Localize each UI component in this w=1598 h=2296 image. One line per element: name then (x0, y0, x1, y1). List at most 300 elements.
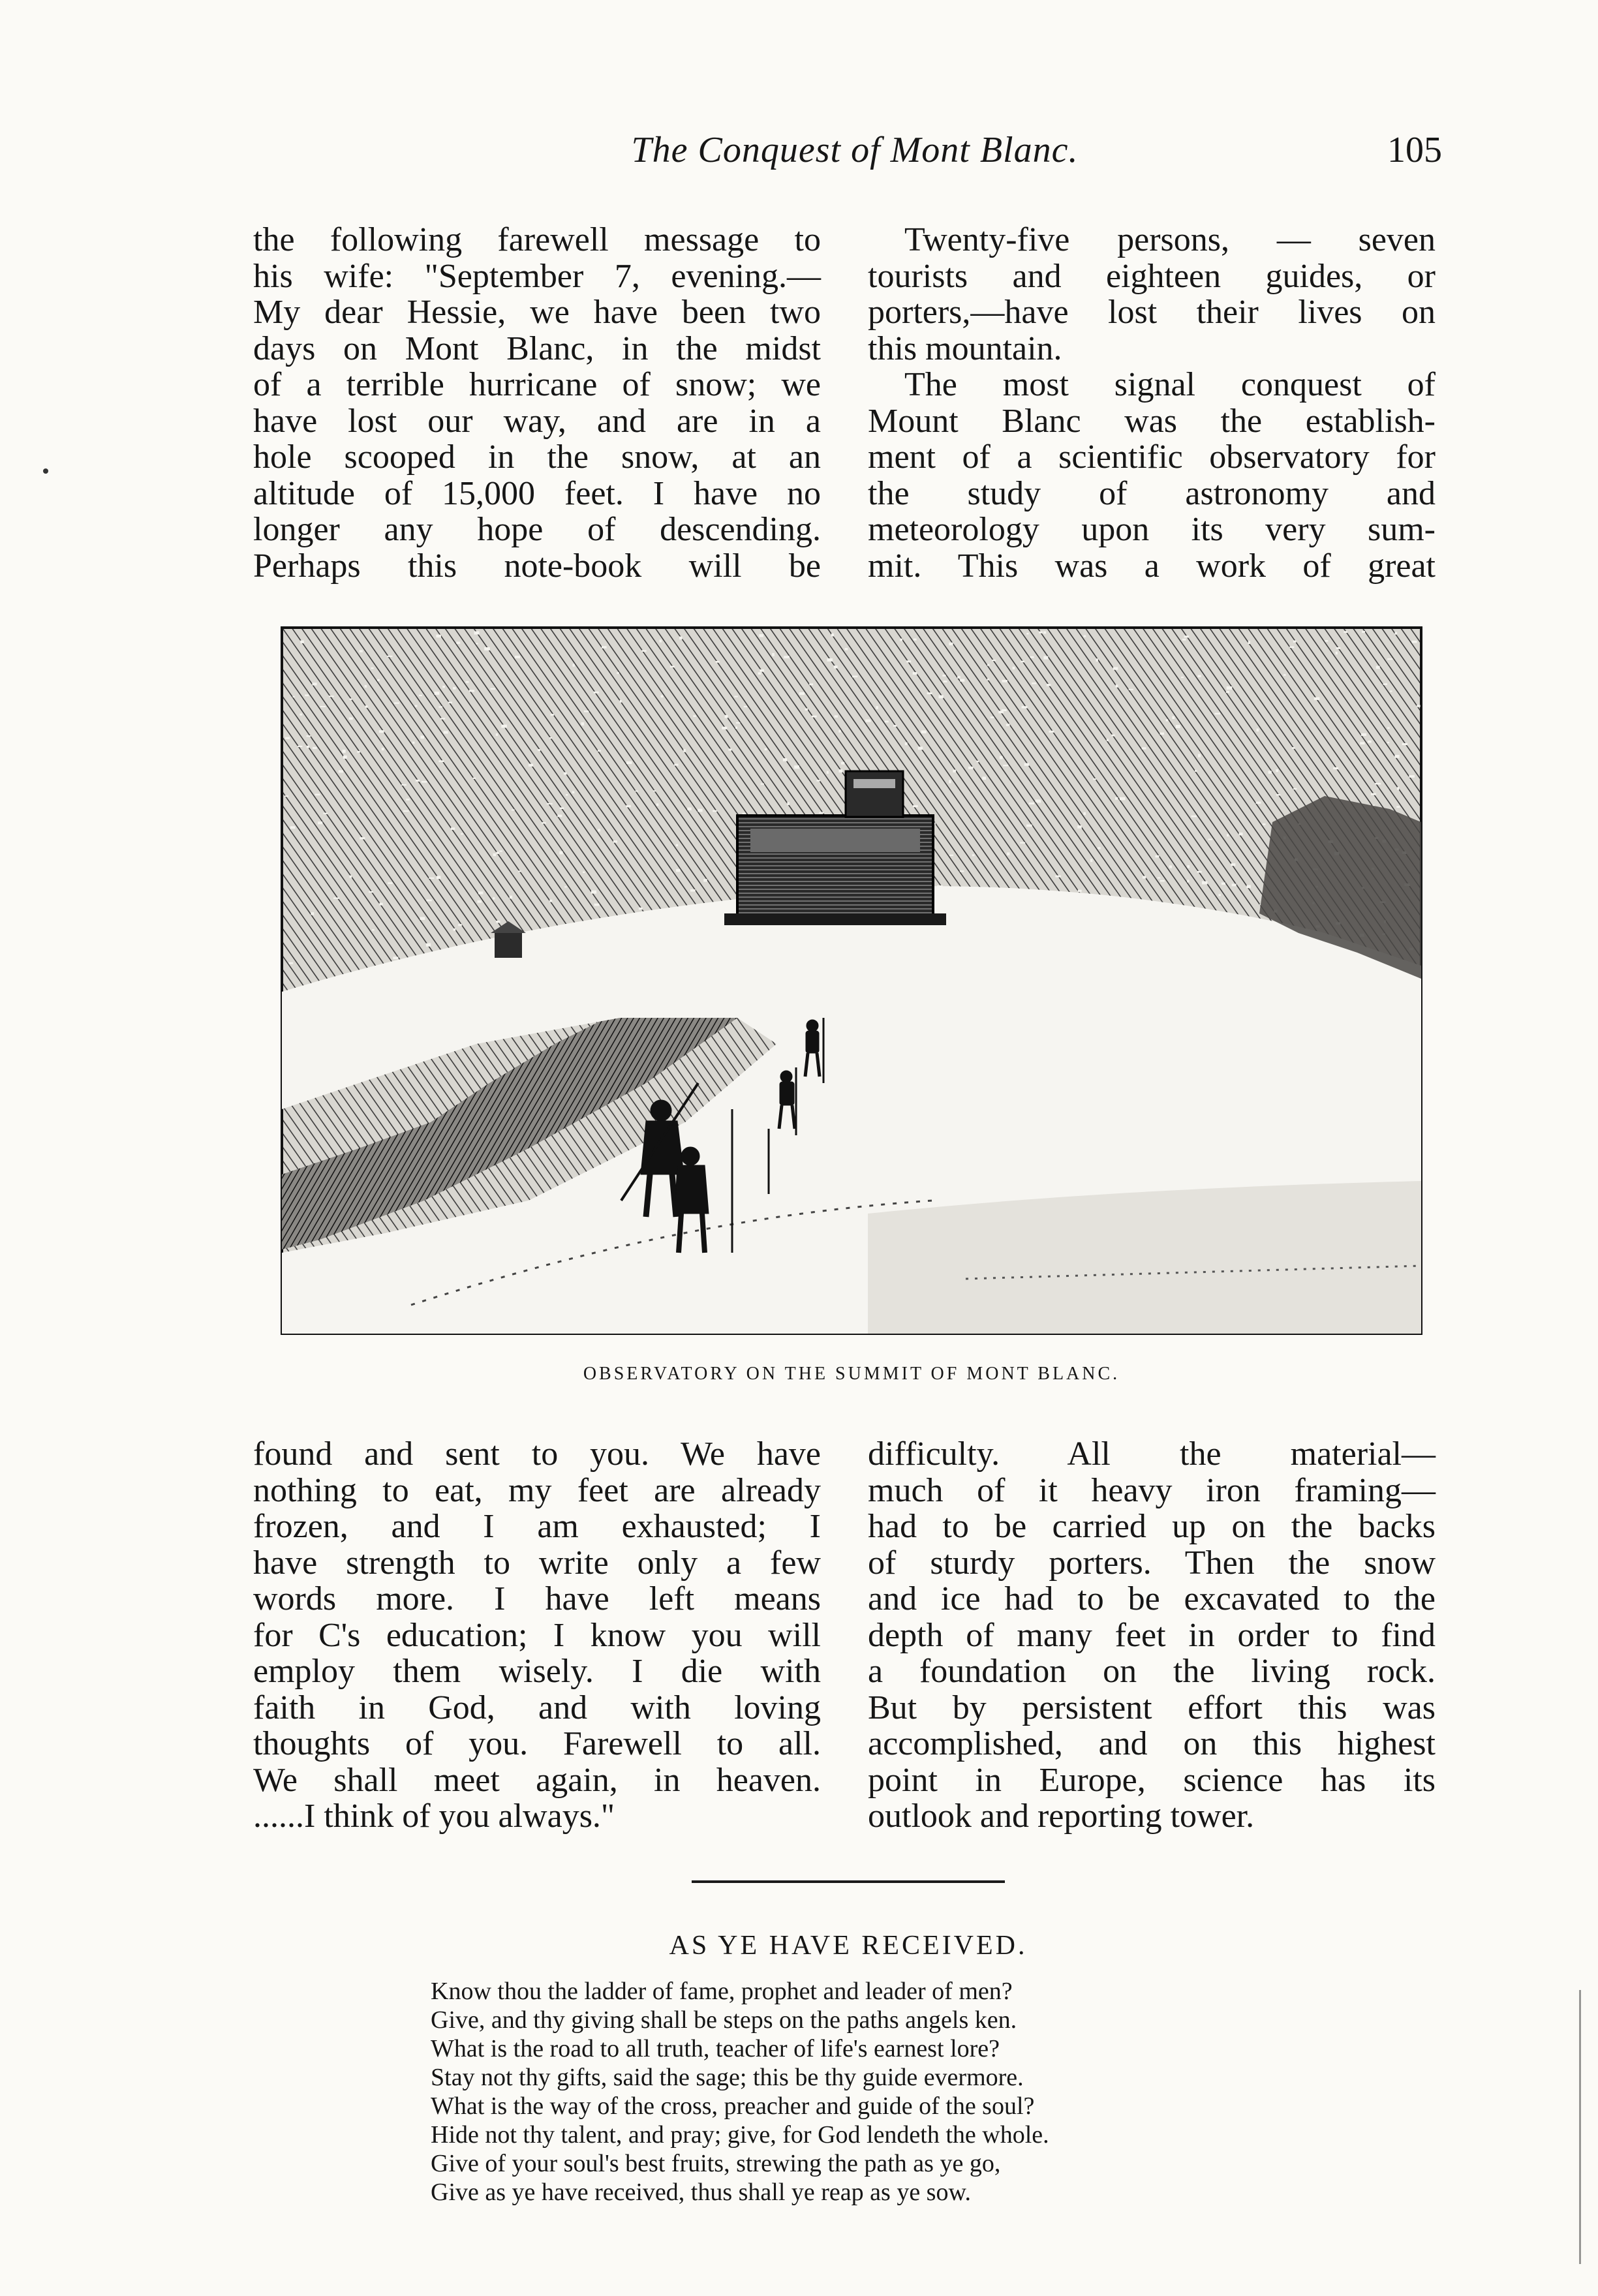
snow-fleck (972, 854, 975, 856)
snow-fleck (1387, 727, 1390, 729)
snow-fleck (1142, 747, 1146, 749)
snow-fleck (538, 749, 540, 751)
snow-fleck (598, 750, 601, 752)
snow-fleck (420, 917, 425, 920)
snow-fleck (343, 750, 346, 753)
snow-fleck (918, 746, 923, 750)
snow-fleck (865, 720, 870, 722)
snow-fleck (1026, 633, 1028, 635)
text-line: frozen, and I am exhausted; I (253, 1508, 821, 1545)
text-line: nothing to eat, my feet are already (253, 1471, 821, 1509)
snow-fleck (436, 635, 441, 638)
snow-fleck (613, 840, 617, 843)
snow-fleck (827, 658, 833, 662)
snow-fleck (581, 722, 585, 726)
snow-fleck (349, 718, 353, 720)
snow-fleck (469, 690, 474, 692)
snow-fleck (559, 851, 562, 855)
snow-fleck (838, 730, 840, 733)
snow-fleck (1276, 769, 1278, 772)
snow-fleck (594, 692, 599, 694)
snow-fleck (551, 714, 554, 716)
snow-fleck (1160, 880, 1165, 881)
snow-fleck (991, 716, 994, 718)
snow-fleck (1360, 742, 1364, 744)
column-top-left (253, 222, 821, 584)
snow-fleck (1325, 640, 1328, 642)
snow-fleck (339, 770, 343, 773)
snow-fleck (1226, 691, 1229, 693)
snow-fleck (1120, 797, 1126, 801)
poem-line: Give, and thy giving shall be steps on the paths angels ken. (431, 2006, 1017, 2034)
text-line: ment of a scientific observatory for (868, 438, 1436, 476)
snow-fleck (1256, 802, 1261, 804)
snow-fleck (298, 746, 302, 747)
section-divider (692, 1880, 1005, 1883)
snow-fleck (876, 706, 878, 709)
snow-fleck (1006, 724, 1010, 726)
snow-fleck (1375, 783, 1381, 785)
snow-fleck (1231, 863, 1236, 866)
snow-fleck (1182, 639, 1186, 641)
text-line: have strength to write only a few (253, 1544, 821, 1582)
text-line: the study of astronomy and (868, 474, 1436, 512)
snow-fleck (703, 879, 707, 881)
text-line: Twenty-five persons, — seven (904, 221, 1436, 258)
snow-fleck (333, 898, 339, 899)
snow-fleck (401, 784, 407, 786)
snow-fleck (313, 747, 317, 749)
snow-fleck (564, 886, 567, 887)
column-bottom-right (868, 1436, 1436, 1835)
snow-fleck (812, 716, 817, 718)
snow-fleck (809, 683, 813, 685)
snow-fleck (760, 669, 764, 672)
text-line: for C's education; I know you will (253, 1616, 821, 1654)
snow-fleck (921, 731, 927, 733)
snow-fleck (1202, 881, 1208, 885)
snow-fleck (1387, 658, 1392, 660)
snow-fleck (914, 639, 917, 641)
snow-fleck (1248, 641, 1250, 644)
snow-fleck (799, 692, 805, 695)
text-line: My dear Hessie, we have been two (253, 294, 821, 331)
snow-fleck (549, 900, 552, 902)
column-bottom-left (253, 1436, 821, 1835)
snow-fleck (1214, 713, 1220, 715)
snow-fleck (501, 725, 507, 728)
snow-fleck (1283, 674, 1286, 676)
text-line: hole scooped in the snow, at an (253, 438, 821, 476)
snow-fleck (728, 748, 731, 750)
snow-fleck (453, 687, 456, 690)
snow-fleck (953, 770, 956, 773)
poem-line: Stay not thy gifts, said the sage; this be thy guide evermore. (431, 2064, 1024, 2091)
snow-fleck (290, 826, 296, 829)
snow-fleck (1002, 709, 1007, 711)
snow-fleck (478, 891, 484, 894)
text-line: his wife: "September 7, evening.— (253, 257, 821, 295)
snow-fleck (448, 702, 452, 703)
snow-fleck (584, 711, 589, 712)
snow-fleck (617, 672, 619, 674)
snow-fleck (982, 776, 986, 780)
page-number: 105 (1387, 130, 1442, 170)
snow-fleck (772, 653, 775, 656)
snow-fleck (1246, 885, 1250, 889)
snow-fleck (1113, 667, 1118, 669)
snow-fleck (683, 749, 686, 752)
snow-fleck (1239, 833, 1243, 835)
snow-fleck (315, 794, 320, 796)
snow-fleck (783, 758, 787, 761)
snow-fleck (939, 696, 944, 699)
snow-fleck (1293, 641, 1297, 643)
snow-fleck (1160, 733, 1165, 735)
snow-fleck (307, 746, 309, 748)
snow-fleck (1026, 825, 1032, 827)
snow-fleck (478, 900, 482, 903)
snow-fleck (885, 721, 889, 723)
snow-fleck (377, 679, 380, 681)
snow-fleck (1390, 690, 1392, 692)
snow-fleck (394, 702, 399, 703)
text-line: of sturdy porters. Then the snow (868, 1544, 1436, 1582)
snow-fleck (598, 829, 600, 831)
snow-fleck (1227, 834, 1229, 836)
poem-line: Hide not thy talent, and pray; give, for God lendeth the whole. (431, 2121, 1049, 2149)
snow-fleck (473, 778, 476, 779)
snow-fleck (484, 647, 490, 651)
snow-fleck (949, 855, 953, 856)
snow-fleck (1257, 729, 1259, 732)
snow-fleck (549, 737, 552, 739)
snow-fleck (437, 876, 441, 879)
snow-fleck (474, 632, 480, 635)
snow-fleck (350, 876, 352, 878)
snow-fleck (1000, 756, 1003, 759)
text-line: ......I think of you always." (253, 1798, 615, 1835)
text-line: and ice had to be excavated to the (868, 1580, 1436, 1617)
snow-fleck (1371, 793, 1376, 795)
snow-fleck (420, 736, 424, 739)
poem-line: Give as ye have received, thus shall ye reap as ye sow. (431, 2179, 971, 2206)
observatory-illustration (281, 626, 1422, 1335)
snow-fleck (1169, 865, 1172, 868)
snow-fleck (698, 809, 702, 812)
text-line: thoughts of you. Farewell to all. (253, 1725, 821, 1762)
snow-fleck (1276, 794, 1281, 795)
snow-fleck (893, 725, 897, 727)
snow-fleck (1396, 806, 1400, 808)
snow-fleck (360, 837, 365, 839)
snow-fleck (960, 870, 964, 872)
snow-fleck (716, 661, 720, 663)
snow-fleck (529, 764, 533, 767)
snow-fleck (426, 943, 431, 947)
snow-fleck (583, 872, 585, 873)
snow-fleck (426, 900, 431, 902)
text-line: had to be carried up on the backs (868, 1508, 1436, 1545)
snow-fleck (512, 809, 515, 810)
snow-fleck (1293, 788, 1297, 789)
snow-fleck (305, 694, 309, 696)
snow-fleck (365, 685, 367, 688)
snow-fleck (1022, 706, 1028, 708)
snow-fleck (927, 692, 932, 694)
snow-fleck (403, 810, 409, 812)
snow-fleck (735, 727, 737, 729)
text-line: found and sent to you. We have (253, 1435, 821, 1473)
snow-fleck (382, 748, 384, 750)
snow-fleck (744, 706, 747, 707)
snow-fleck (620, 700, 622, 703)
snow-fleck (661, 696, 664, 698)
text-line: of a terrible hurricane of snow; we (253, 366, 821, 403)
snow-fleck (1361, 733, 1366, 736)
snow-fleck (913, 672, 917, 675)
snow-fleck (670, 666, 675, 668)
snow-fleck (493, 897, 495, 899)
text-line: days on Mont Blanc, in the midst (253, 329, 821, 367)
snow-fleck (687, 808, 691, 810)
snow-fleck (834, 666, 838, 668)
snow-fleck (794, 765, 799, 769)
snow-fleck (461, 833, 463, 834)
snow-fleck (1013, 667, 1015, 669)
snow-fleck (1397, 787, 1399, 790)
snow-fleck (787, 802, 790, 805)
snow-fleck (1020, 842, 1025, 844)
poem (431, 1977, 1285, 2207)
snow-fleck (1268, 771, 1272, 773)
snow-fleck (968, 767, 974, 769)
snow-fleck (1032, 682, 1036, 684)
snow-fleck (977, 761, 979, 762)
snow-fleck (1417, 705, 1420, 707)
snow-fleck (406, 799, 410, 801)
text-line: employ them wisely. I die with (253, 1653, 821, 1690)
snow-fleck (1191, 816, 1197, 818)
snow-fleck (1198, 754, 1201, 758)
snow-fleck (1107, 739, 1109, 741)
snow-fleck (1394, 755, 1399, 758)
snow-fleck (1129, 689, 1133, 690)
snow-fleck (1376, 666, 1380, 669)
snow-fleck (1187, 865, 1190, 868)
snow-fleck (1344, 631, 1347, 633)
snow-fleck (466, 681, 469, 683)
snow-fleck (1402, 743, 1408, 745)
text-line: tourists and eighteen guides, or (868, 257, 1436, 295)
snow-fleck (636, 791, 638, 792)
snow-fleck (1115, 797, 1118, 800)
snow-fleck (1176, 725, 1180, 728)
snow-fleck (284, 795, 288, 797)
snow-fleck (1049, 731, 1054, 733)
text-line: outlook and reporting tower. (868, 1798, 1255, 1835)
snow-fleck (490, 688, 495, 690)
snow-fleck (379, 730, 384, 733)
snow-fleck (676, 869, 680, 872)
snow-fleck (759, 634, 763, 637)
snow-fleck (547, 803, 553, 804)
snow-fleck (1090, 859, 1092, 862)
snow-fleck (1047, 684, 1051, 686)
text-line: depth of many feet in order to find (868, 1616, 1436, 1654)
text-line: much of it heavy iron framing— (868, 1471, 1436, 1509)
snow-fleck (1412, 641, 1417, 643)
snow-fleck (1314, 697, 1320, 700)
snow-fleck (906, 660, 911, 662)
snow-fleck (845, 648, 848, 651)
snow-fleck (1222, 883, 1225, 885)
snow-fleck (1195, 770, 1197, 772)
snow-fleck (1084, 635, 1086, 637)
snow-fleck (1083, 812, 1086, 815)
text-line: Mount Blanc was the establish- (868, 402, 1436, 440)
snow-fleck (1093, 778, 1096, 780)
illustration-caption: OBSERVATORY ON THE SUMMIT OF MONT BLANC. (583, 1364, 1120, 1384)
snow-fleck (510, 896, 512, 899)
snow-fleck (674, 764, 678, 766)
snow-fleck (369, 891, 373, 893)
snow-fleck (1172, 716, 1175, 719)
snow-fleck (329, 696, 334, 697)
snow-fleck (734, 696, 738, 697)
snow-fleck (1208, 838, 1212, 840)
snow-fleck (905, 742, 908, 745)
snow-fleck (987, 664, 990, 666)
snow-fleck (1156, 855, 1160, 858)
snow-fleck (1336, 652, 1338, 654)
snow-fleck (1116, 684, 1118, 687)
column-top-right (868, 222, 1436, 584)
snow-fleck (1333, 767, 1338, 769)
running-title: The Conquest of Mont Blanc. (631, 130, 1079, 170)
text-line: accomplished, and on this highest (868, 1725, 1436, 1762)
snow-fleck (827, 771, 829, 774)
snow-fleck (761, 784, 764, 785)
snow-fleck (499, 850, 502, 851)
snow-fleck (365, 705, 368, 708)
snow-fleck (388, 882, 393, 884)
snow-fleck (1184, 635, 1190, 637)
snow-fleck (725, 715, 728, 718)
text-line: this mountain. (868, 329, 1062, 367)
snow-fleck (1383, 683, 1387, 685)
snow-fleck (992, 660, 996, 661)
snow-fleck (518, 870, 521, 872)
text-line: mit. This was a work of great (868, 547, 1436, 585)
snow-fleck (497, 852, 500, 854)
snow-fleck (371, 667, 374, 669)
snow-fleck (1096, 658, 1098, 662)
poem-line: Know thou the ladder of fame, prophet and leader of men? (431, 1978, 1013, 2005)
snow-fleck (949, 643, 953, 645)
snow-fleck (1387, 742, 1389, 743)
snow-fleck (515, 656, 520, 658)
snow-fleck (343, 756, 347, 759)
snow-fleck (1077, 825, 1082, 829)
snow-fleck (372, 929, 375, 930)
text-line: meteorology upon its very sum- (868, 511, 1436, 548)
snow-fleck (1197, 871, 1202, 873)
snow-fleck (388, 656, 393, 657)
snow-fleck (1368, 741, 1372, 743)
scan-speck (43, 468, 48, 474)
snow-fleck (285, 737, 290, 739)
snow-fleck (438, 760, 444, 762)
snow-fleck (318, 821, 322, 824)
snow-fleck (1037, 801, 1041, 803)
snow-fleck (300, 714, 302, 716)
snow-fleck (1187, 880, 1189, 883)
snow-fleck (835, 715, 838, 718)
snow-fleck (642, 650, 647, 652)
snow-fleck (573, 664, 575, 667)
snow-fleck (653, 790, 656, 791)
snow-fleck (458, 924, 462, 926)
snow-fleck (1158, 878, 1161, 879)
snow-fleck (442, 686, 445, 688)
scan-edge-mark (1579, 1990, 1581, 2264)
snow-fleck (1043, 632, 1046, 634)
snow-fleck (307, 735, 311, 737)
snow-fleck (1166, 719, 1169, 721)
snow-fleck (690, 889, 696, 892)
snow-fleck (380, 903, 383, 906)
snow-fleck (300, 641, 304, 643)
snow-fleck (1024, 763, 1030, 766)
snow-fleck (453, 928, 456, 931)
snow-fleck (493, 853, 496, 856)
snow-fleck (572, 791, 575, 794)
snow-fleck (542, 822, 546, 823)
snow-fleck (293, 696, 295, 697)
snow-fleck (324, 813, 328, 814)
snow-fleck (660, 639, 662, 642)
snow-fleck (438, 706, 442, 707)
snow-fleck (626, 761, 632, 764)
snow-fleck (476, 643, 478, 644)
snow-fleck (913, 805, 918, 807)
snow-fleck (1336, 647, 1341, 649)
snow-fleck (1289, 647, 1294, 649)
text-line: The most signal conquest of (904, 366, 1436, 403)
poem-line: What is the road to all truth, teacher of life's earnest lore? (431, 2035, 1000, 2062)
snow-fleck (591, 891, 596, 894)
snow-fleck (557, 815, 562, 818)
snow-fleck (496, 921, 500, 923)
snow-fleck (1043, 656, 1048, 660)
snow-fleck (444, 731, 448, 733)
text-line: Perhaps this note-book will be (253, 547, 821, 585)
snow-fleck (440, 718, 445, 719)
snow-fleck (693, 715, 696, 717)
snow-fleck (1007, 853, 1009, 855)
snow-fleck (957, 676, 960, 679)
text-line: longer any hope of descending. (253, 511, 821, 548)
snow-fleck (626, 805, 631, 807)
snow-fleck (311, 912, 314, 915)
poem-title: AS YE HAVE RECEIVED. (669, 1931, 1028, 1961)
poem-line: What is the way of the cross, preacher and guide of the soul? (431, 2092, 1035, 2120)
snow-fleck (960, 679, 964, 682)
text-line: have lost our way, and are in a (253, 402, 821, 440)
text-line: point in Europe, science has its (868, 1761, 1436, 1799)
snow-fleck (987, 679, 989, 681)
